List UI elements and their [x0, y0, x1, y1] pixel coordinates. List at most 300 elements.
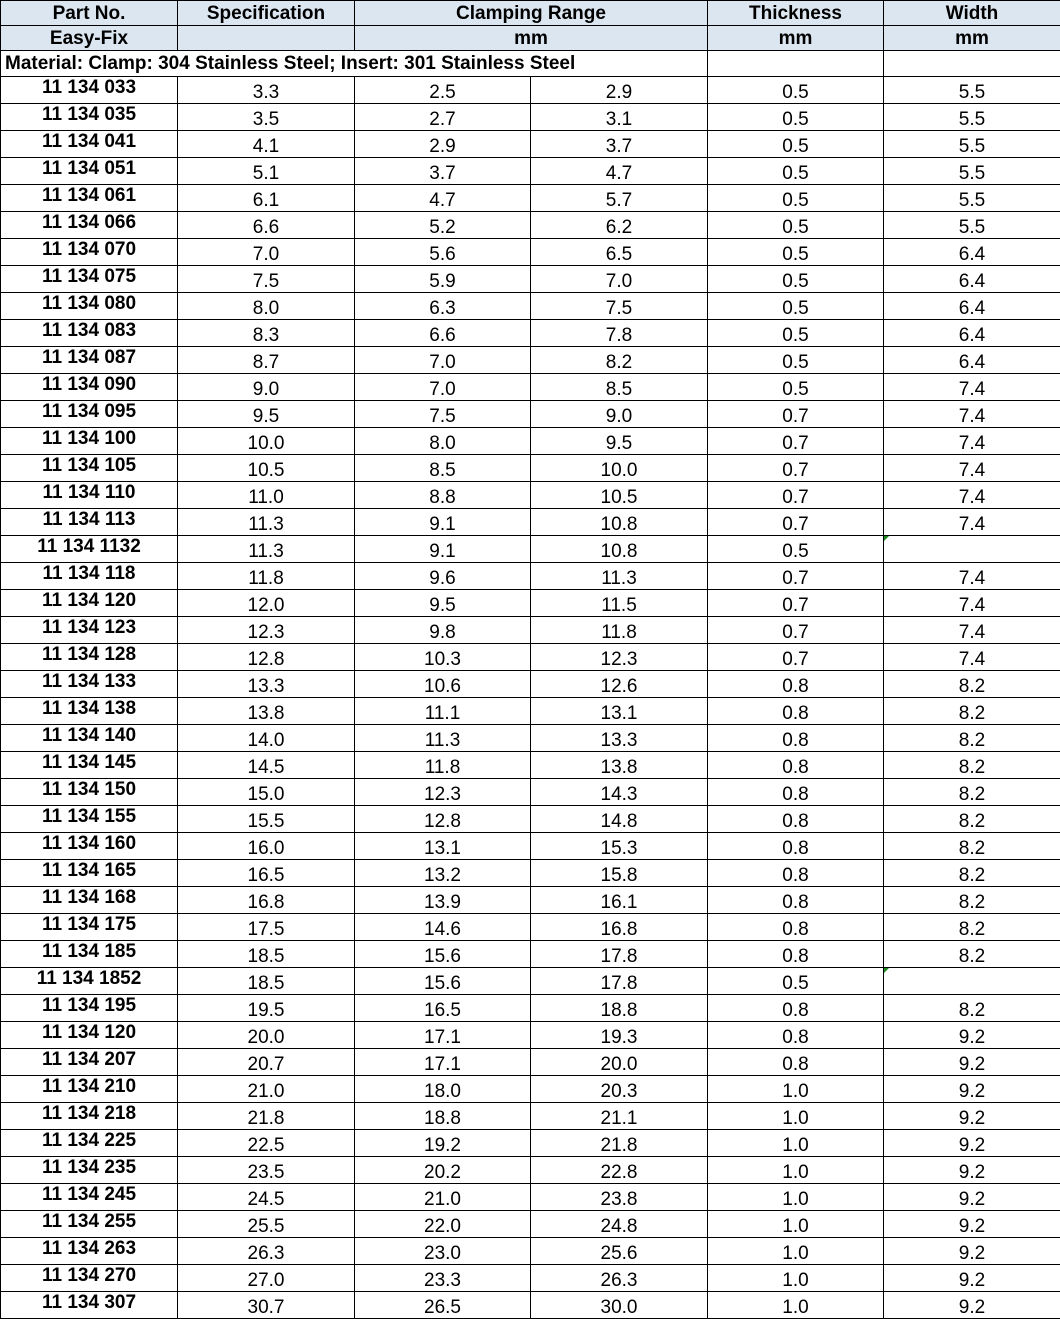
- clamping-min-cell: 9.5: [355, 590, 531, 617]
- clamping-max-cell: 12.6: [531, 671, 708, 698]
- width-cell: 9.2: [884, 1238, 1060, 1265]
- part-no-cell: 11 134 090: [1, 374, 178, 401]
- clamping-max-cell: 3.1: [531, 104, 708, 131]
- table-row: [1, 887, 1060, 914]
- clamping-max-cell: 13.3: [531, 725, 708, 752]
- clamping-min-cell: 21.0: [355, 1184, 531, 1211]
- specification-cell: 8.3: [178, 320, 355, 347]
- part-no-cell: 11 134 155: [1, 806, 178, 833]
- clamping-max-cell: 10.0: [531, 455, 708, 482]
- clamping-max-cell: 24.8: [531, 1211, 708, 1238]
- clamping-min-cell: 13.9: [355, 887, 531, 914]
- header-width: Width: [884, 1, 1060, 26]
- thickness-cell: 1.0: [708, 1184, 884, 1211]
- thickness-cell: 0.8: [708, 752, 884, 779]
- specification-cell: 21.8: [178, 1103, 355, 1130]
- specification-cell: 11.0: [178, 482, 355, 509]
- specification-cell: 11.3: [178, 509, 355, 536]
- table-row: [1, 914, 1060, 941]
- table-row: [1, 1130, 1060, 1157]
- thickness-cell: 0.5: [708, 212, 884, 239]
- clamping-min-cell: 11.8: [355, 752, 531, 779]
- clamping-min-cell: 2.9: [355, 131, 531, 158]
- table-row: [1, 401, 1060, 428]
- width-cell: 6.4: [884, 266, 1060, 293]
- thickness-cell: 0.5: [708, 104, 884, 131]
- part-no-cell: 11 134 118: [1, 563, 178, 590]
- part-no-cell: 11 134 100: [1, 428, 178, 455]
- width-cell: 9.2: [884, 1022, 1060, 1049]
- clamping-max-cell: 8.5: [531, 374, 708, 401]
- specification-cell: 7.5: [178, 266, 355, 293]
- table-row: [1, 104, 1060, 131]
- specification-cell: 27.0: [178, 1265, 355, 1292]
- part-no-cell: 11 134 218: [1, 1103, 178, 1130]
- width-cell: 6.4: [884, 347, 1060, 374]
- width-cell: 9.2: [884, 1076, 1060, 1103]
- specification-cell: 13.3: [178, 671, 355, 698]
- clamping-max-cell: 21.1: [531, 1103, 708, 1130]
- width-cell: 8.2: [884, 671, 1060, 698]
- width-cell: 5.5: [884, 158, 1060, 185]
- specification-cell: 21.0: [178, 1076, 355, 1103]
- clamping-max-cell: 20.3: [531, 1076, 708, 1103]
- width-cell: 8.2: [884, 914, 1060, 941]
- thickness-cell: 0.8: [708, 1049, 884, 1076]
- clamping-max-cell: 2.9: [531, 77, 708, 104]
- specification-cell: 9.0: [178, 374, 355, 401]
- clamping-max-cell: 11.3: [531, 563, 708, 590]
- header-row: [1, 1, 1060, 26]
- clamping-max-cell: 14.3: [531, 779, 708, 806]
- header-specification: Specification: [178, 1, 355, 26]
- clamping-max-cell: 19.3: [531, 1022, 708, 1049]
- part-no-cell: 11 134 185: [1, 941, 178, 968]
- clamping-min-cell: 6.6: [355, 320, 531, 347]
- specification-cell: 18.5: [178, 968, 355, 995]
- table-row: [1, 347, 1060, 374]
- material-note: Material: Clamp: 304 Stainless Steel; Insert: 301 Stainless Steel: [1, 51, 708, 77]
- width-cell: 9.2: [884, 1265, 1060, 1292]
- table-row: [1, 1184, 1060, 1211]
- thickness-cell: 1.0: [708, 1265, 884, 1292]
- thickness-cell: 0.5: [708, 536, 884, 563]
- table-body: [1, 1, 1060, 1319]
- part-no-cell: 11 134 165: [1, 860, 178, 887]
- clamping-min-cell: 7.5: [355, 401, 531, 428]
- clamping-min-cell: 10.3: [355, 644, 531, 671]
- thickness-cell: 1.0: [708, 1238, 884, 1265]
- clamping-min-cell: 11.1: [355, 698, 531, 725]
- clamping-min-cell: 23.3: [355, 1265, 531, 1292]
- specification-cell: 19.5: [178, 995, 355, 1022]
- specification-cell: 22.5: [178, 1130, 355, 1157]
- specification-cell: 12.3: [178, 617, 355, 644]
- specification-cell: 9.5: [178, 401, 355, 428]
- part-no-cell: 11 134 061: [1, 185, 178, 212]
- table-row: [1, 671, 1060, 698]
- clamping-min-cell: 8.8: [355, 482, 531, 509]
- clamping-max-cell: 4.7: [531, 158, 708, 185]
- clamping-max-cell: 5.7: [531, 185, 708, 212]
- table-row: [1, 1238, 1060, 1265]
- clamping-max-cell: 15.8: [531, 860, 708, 887]
- clamping-max-cell: 18.8: [531, 995, 708, 1022]
- thickness-cell: 0.5: [708, 968, 884, 995]
- table-row: [1, 968, 1060, 995]
- thickness-cell: 0.5: [708, 347, 884, 374]
- table-row: [1, 1103, 1060, 1130]
- table-row: [1, 617, 1060, 644]
- clamping-min-cell: 15.6: [355, 968, 531, 995]
- table-row: [1, 725, 1060, 752]
- clamping-max-cell: 23.8: [531, 1184, 708, 1211]
- part-no-cell: 11 134 1852: [1, 968, 178, 995]
- part-no-cell: 11 134 1132: [1, 536, 178, 563]
- width-cell: 9.2: [884, 1157, 1060, 1184]
- clamping-max-cell: 17.8: [531, 968, 708, 995]
- width-cell: 7.4: [884, 644, 1060, 671]
- clamping-min-cell: 2.5: [355, 77, 531, 104]
- specification-cell: 10.0: [178, 428, 355, 455]
- specification-cell: 18.5: [178, 941, 355, 968]
- clamping-max-cell: 15.3: [531, 833, 708, 860]
- thickness-cell: 1.0: [708, 1076, 884, 1103]
- clamping-max-cell: 13.8: [531, 752, 708, 779]
- clamping-min-cell: 17.1: [355, 1049, 531, 1076]
- specification-cell: 8.7: [178, 347, 355, 374]
- specification-cell: 11.3: [178, 536, 355, 563]
- specification-cell: 20.0: [178, 1022, 355, 1049]
- part-no-cell: 11 134 138: [1, 698, 178, 725]
- width-cell: 8.2: [884, 725, 1060, 752]
- thickness-cell: 1.0: [708, 1292, 884, 1319]
- width-cell: 9.2: [884, 1103, 1060, 1130]
- thickness-cell: 0.7: [708, 644, 884, 671]
- table-row: [1, 320, 1060, 347]
- clamping-max-cell: 11.5: [531, 590, 708, 617]
- clamping-min-cell: 2.7: [355, 104, 531, 131]
- width-cell: 8.2: [884, 941, 1060, 968]
- width-cell: 8.2: [884, 752, 1060, 779]
- thickness-cell: 0.7: [708, 563, 884, 590]
- thickness-cell: 0.5: [708, 374, 884, 401]
- clamping-min-cell: 17.1: [355, 1022, 531, 1049]
- specification-cell: 23.5: [178, 1157, 355, 1184]
- header-easy-fix: Easy-Fix: [1, 26, 178, 51]
- table-row: [1, 941, 1060, 968]
- width-cell: 7.4: [884, 482, 1060, 509]
- clamping-max-cell: 30.0: [531, 1292, 708, 1319]
- specification-cell: 16.0: [178, 833, 355, 860]
- specification-cell: 20.7: [178, 1049, 355, 1076]
- table-row: [1, 77, 1060, 104]
- header-width-unit: mm: [884, 26, 1060, 51]
- width-cell: 7.4: [884, 401, 1060, 428]
- table-row: [1, 158, 1060, 185]
- width-cell: 7.4: [884, 455, 1060, 482]
- table-row: [1, 212, 1060, 239]
- clamping-min-cell: 20.2: [355, 1157, 531, 1184]
- part-no-cell: 11 134 175: [1, 914, 178, 941]
- specification-cell: 10.5: [178, 455, 355, 482]
- width-cell: 9.2: [884, 1130, 1060, 1157]
- table-row: [1, 293, 1060, 320]
- specification-cell: 3.5: [178, 104, 355, 131]
- clamping-max-cell: 17.8: [531, 941, 708, 968]
- part-no-cell: 11 134 225: [1, 1130, 178, 1157]
- part-no-cell: 11 134 095: [1, 401, 178, 428]
- part-no-cell: 11 134 145: [1, 752, 178, 779]
- width-cell: 5.5: [884, 131, 1060, 158]
- material-empty-width: [884, 51, 1060, 77]
- clamping-min-cell: 12.3: [355, 779, 531, 806]
- table-row: [1, 860, 1060, 887]
- header-clamping-range: Clamping Range: [355, 1, 708, 26]
- part-no-cell: 11 134 083: [1, 320, 178, 347]
- table-row: [1, 1049, 1060, 1076]
- thickness-cell: 0.8: [708, 671, 884, 698]
- thickness-cell: 0.7: [708, 401, 884, 428]
- width-cell: 5.5: [884, 77, 1060, 104]
- thickness-cell: 0.5: [708, 266, 884, 293]
- width-cell: 8.2: [884, 806, 1060, 833]
- specification-cell: 12.0: [178, 590, 355, 617]
- clamping-max-cell: 20.0: [531, 1049, 708, 1076]
- clamping-max-cell: 16.1: [531, 887, 708, 914]
- part-no-cell: 11 134 110: [1, 482, 178, 509]
- specification-cell: 8.0: [178, 293, 355, 320]
- header-part-no: Part No.: [1, 1, 178, 26]
- width-cell: 6.4: [884, 239, 1060, 266]
- table-row: [1, 806, 1060, 833]
- width-cell: 7.4: [884, 509, 1060, 536]
- width-cell: 9.2: [884, 1049, 1060, 1076]
- part-no-cell: 11 134 066: [1, 212, 178, 239]
- table-row: [1, 131, 1060, 158]
- thickness-cell: 0.8: [708, 995, 884, 1022]
- part-no-cell: 11 134 105: [1, 455, 178, 482]
- specification-cell: 15.0: [178, 779, 355, 806]
- part-no-cell: 11 134 113: [1, 509, 178, 536]
- table-row: [1, 752, 1060, 779]
- width-cell: 8.2: [884, 887, 1060, 914]
- specification-cell: 24.5: [178, 1184, 355, 1211]
- part-no-cell: 11 134 270: [1, 1265, 178, 1292]
- specification-cell: 13.8: [178, 698, 355, 725]
- width-cell: 7.4: [884, 374, 1060, 401]
- part-no-cell: 11 134 133: [1, 671, 178, 698]
- part-no-cell: 11 134 035: [1, 104, 178, 131]
- thickness-cell: 0.7: [708, 590, 884, 617]
- clamping-min-cell: 26.5: [355, 1292, 531, 1319]
- part-no-cell: 11 134 210: [1, 1076, 178, 1103]
- thickness-cell: 0.7: [708, 509, 884, 536]
- clamping-max-cell: 6.5: [531, 239, 708, 266]
- part-no-cell: 11 134 120: [1, 1022, 178, 1049]
- table-row: [1, 266, 1060, 293]
- table-row: [1, 1076, 1060, 1103]
- specification-cell: 7.0: [178, 239, 355, 266]
- units-row: [1, 26, 1060, 51]
- clamping-min-cell: 14.6: [355, 914, 531, 941]
- part-no-cell: 11 134 080: [1, 293, 178, 320]
- clamping-min-cell: 5.2: [355, 212, 531, 239]
- material-row: [1, 51, 1060, 77]
- table-row: [1, 374, 1060, 401]
- clamping-min-cell: 11.3: [355, 725, 531, 752]
- thickness-cell: 0.8: [708, 698, 884, 725]
- header-thickness: Thickness: [708, 1, 884, 26]
- clamping-min-cell: 9.6: [355, 563, 531, 590]
- part-no-cell: 11 134 195: [1, 995, 178, 1022]
- part-no-cell: 11 134 263: [1, 1238, 178, 1265]
- part-no-cell: 11 134 307: [1, 1292, 178, 1319]
- table-row: [1, 509, 1060, 536]
- width-cell: 6.4: [884, 293, 1060, 320]
- part-no-cell: 11 134 128: [1, 644, 178, 671]
- clamping-min-cell: 9.1: [355, 509, 531, 536]
- thickness-cell: 0.7: [708, 617, 884, 644]
- width-cell: 8.2: [884, 995, 1060, 1022]
- table-row: [1, 563, 1060, 590]
- specification-cell: 15.5: [178, 806, 355, 833]
- clamping-min-cell: 9.1: [355, 536, 531, 563]
- table-row: [1, 644, 1060, 671]
- part-no-cell: 11 134 051: [1, 158, 178, 185]
- clamping-min-cell: 23.0: [355, 1238, 531, 1265]
- specification-cell: 25.5: [178, 1211, 355, 1238]
- clamping-max-cell: 12.3: [531, 644, 708, 671]
- clamping-max-cell: 21.8: [531, 1130, 708, 1157]
- clamping-max-cell: 7.8: [531, 320, 708, 347]
- clamping-max-cell: 11.8: [531, 617, 708, 644]
- thickness-cell: 1.0: [708, 1157, 884, 1184]
- table-row: [1, 590, 1060, 617]
- clamping-max-cell: 9.0: [531, 401, 708, 428]
- table-row: [1, 833, 1060, 860]
- table-row: [1, 1265, 1060, 1292]
- clamping-max-cell: 14.8: [531, 806, 708, 833]
- specification-cell: 4.1: [178, 131, 355, 158]
- thickness-cell: 0.8: [708, 860, 884, 887]
- table-row: [1, 239, 1060, 266]
- clamping-min-cell: 12.8: [355, 806, 531, 833]
- thickness-cell: 1.0: [708, 1103, 884, 1130]
- thickness-cell: 0.5: [708, 131, 884, 158]
- clamping-max-cell: 3.7: [531, 131, 708, 158]
- clamping-min-cell: 18.8: [355, 1103, 531, 1130]
- clamping-min-cell: 3.7: [355, 158, 531, 185]
- specification-cell: 12.8: [178, 644, 355, 671]
- width-cell: 8.2: [884, 860, 1060, 887]
- part-no-cell: 11 134 235: [1, 1157, 178, 1184]
- part-no-cell: 11 134 255: [1, 1211, 178, 1238]
- part-no-cell: 11 134 120: [1, 590, 178, 617]
- thickness-cell: 0.8: [708, 725, 884, 752]
- width-cell: 5.5: [884, 212, 1060, 239]
- clamping-min-cell: 19.2: [355, 1130, 531, 1157]
- thickness-cell: 0.8: [708, 914, 884, 941]
- part-no-cell: 11 134 075: [1, 266, 178, 293]
- clamping-max-cell: 10.8: [531, 509, 708, 536]
- clamping-min-cell: 7.0: [355, 374, 531, 401]
- table-row: [1, 1157, 1060, 1184]
- width-cell: 9.2: [884, 1184, 1060, 1211]
- thickness-cell: 0.5: [708, 320, 884, 347]
- part-no-cell: 11 134 087: [1, 347, 178, 374]
- width-cell: 5.5: [884, 185, 1060, 212]
- cell-comment-indicator-icon: [884, 536, 889, 541]
- thickness-cell: 0.8: [708, 887, 884, 914]
- thickness-cell: 0.8: [708, 806, 884, 833]
- clamping-min-cell: 8.5: [355, 455, 531, 482]
- thickness-cell: 1.0: [708, 1211, 884, 1238]
- clamping-max-cell: 22.8: [531, 1157, 708, 1184]
- width-cell: 8.2: [884, 698, 1060, 725]
- thickness-cell: 0.8: [708, 1022, 884, 1049]
- part-no-cell: 11 134 123: [1, 617, 178, 644]
- clamping-max-cell: 25.6: [531, 1238, 708, 1265]
- table-row: [1, 428, 1060, 455]
- thickness-cell: 1.0: [708, 1130, 884, 1157]
- width-cell: 7.4: [884, 428, 1060, 455]
- clamping-max-cell: 10.5: [531, 482, 708, 509]
- thickness-cell: 0.7: [708, 455, 884, 482]
- table-row: [1, 698, 1060, 725]
- clamping-min-cell: 6.3: [355, 293, 531, 320]
- specification-cell: 14.5: [178, 752, 355, 779]
- clamping-min-cell: 5.6: [355, 239, 531, 266]
- width-cell: 5.5: [884, 104, 1060, 131]
- clamping-min-cell: 15.6: [355, 941, 531, 968]
- width-cell: [884, 536, 1060, 563]
- part-no-cell: 11 134 160: [1, 833, 178, 860]
- part-no-cell: 11 134 245: [1, 1184, 178, 1211]
- specification-cell: 16.8: [178, 887, 355, 914]
- table-row: [1, 482, 1060, 509]
- clamping-max-cell: 13.1: [531, 698, 708, 725]
- specification-cell: 14.0: [178, 725, 355, 752]
- clamping-min-cell: 7.0: [355, 347, 531, 374]
- thickness-cell: 0.5: [708, 239, 884, 266]
- part-no-cell: 11 134 150: [1, 779, 178, 806]
- clamping-min-cell: 13.2: [355, 860, 531, 887]
- width-cell: [884, 968, 1060, 995]
- specification-cell: 5.1: [178, 158, 355, 185]
- width-cell: 9.2: [884, 1211, 1060, 1238]
- width-cell: 9.2: [884, 1292, 1060, 1319]
- clamping-min-cell: 16.5: [355, 995, 531, 1022]
- table-row: [1, 995, 1060, 1022]
- part-no-cell: 11 134 168: [1, 887, 178, 914]
- thickness-cell: 0.8: [708, 941, 884, 968]
- table-row: [1, 1211, 1060, 1238]
- clamping-min-cell: 22.0: [355, 1211, 531, 1238]
- width-cell: 6.4: [884, 320, 1060, 347]
- specification-cell: 26.3: [178, 1238, 355, 1265]
- table-row: [1, 185, 1060, 212]
- cell-comment-indicator-icon: [884, 968, 889, 973]
- specification-cell: 30.7: [178, 1292, 355, 1319]
- width-cell: 7.4: [884, 563, 1060, 590]
- clamping-min-cell: 13.1: [355, 833, 531, 860]
- thickness-cell: 0.8: [708, 833, 884, 860]
- table-row: [1, 1022, 1060, 1049]
- table-row: [1, 1292, 1060, 1319]
- clamping-min-cell: 5.9: [355, 266, 531, 293]
- table-row: [1, 779, 1060, 806]
